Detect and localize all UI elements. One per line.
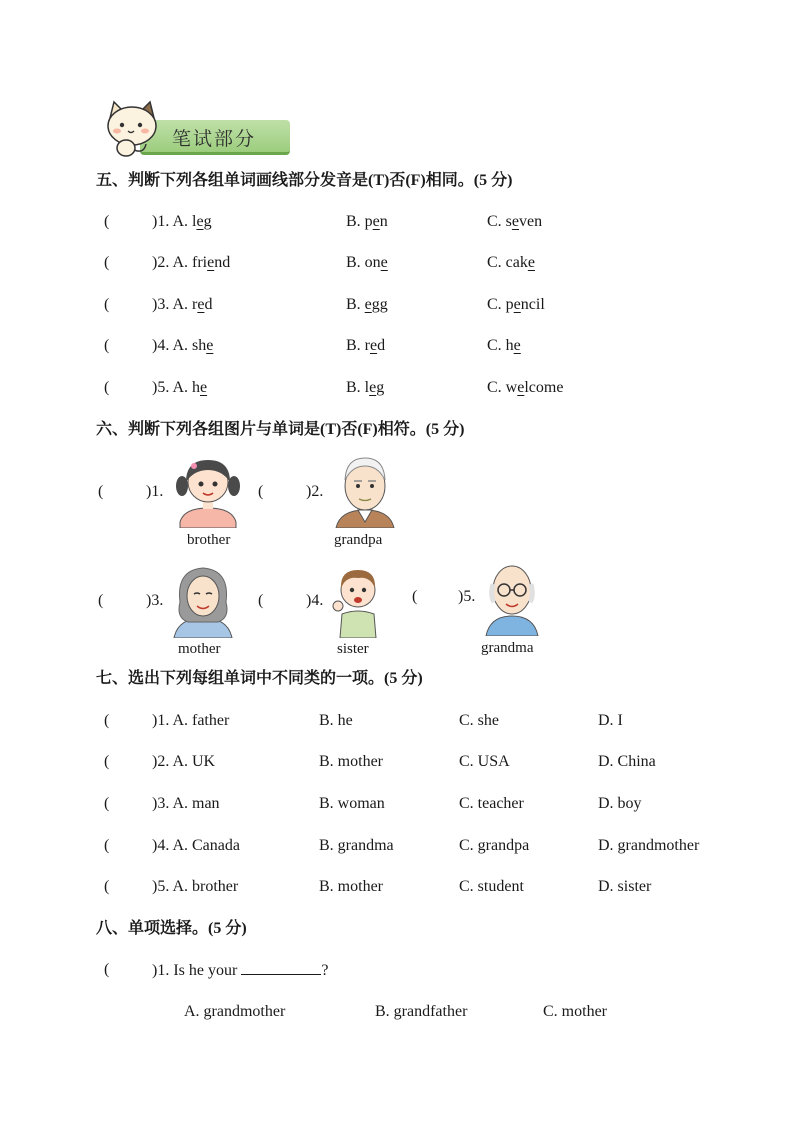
section8-heading: 八、单项选择。(5 分) [96,920,247,937]
option-b: B. egg [346,296,388,313]
answer-paren[interactable]: ( [258,592,264,609]
option-c: C. pencil [487,296,545,313]
item-label: )5. A. he [152,379,208,396]
option-b: B. pen [346,213,388,230]
section-banner [100,98,300,160]
item-number: )5. [458,588,476,605]
picture-caption: brother [187,532,231,548]
answer-paren[interactable]: ( [104,878,110,895]
answer-paren[interactable]: ( [104,337,110,354]
option-b[interactable]: B. grandfather [375,1003,468,1020]
option-d: D. sister [598,878,652,895]
item-number: )4. [306,592,324,609]
option-c: C. cake [487,254,535,271]
answer-paren[interactable]: ( [258,483,264,500]
girl-picture-icon [172,452,244,528]
section5-heading: 五、判断下列各组单词画线部分发音是(T)否(F)相同。(5 分) [96,172,513,189]
answer-paren[interactable]: ( [98,592,104,609]
picture-caption: mother [178,641,221,657]
section7-heading: 七、选出下列每组单词中不同类的一项。(5 分) [96,670,423,687]
answer-paren[interactable]: ( [104,837,110,854]
option-b: B. he [319,712,353,729]
answer-paren[interactable]: ( [104,795,110,812]
answer-paren[interactable]: ( [98,483,104,500]
option-c: C. he [487,337,521,354]
answer-paren[interactable]: ( [412,588,418,605]
option-c: C. teacher [459,795,524,812]
option-b: B. woman [319,795,385,812]
option-d: D. China [598,753,656,770]
picture-caption: grandma [481,640,534,656]
option-b: B. mother [319,753,383,770]
option-b: B. mother [319,878,383,895]
item-label: )3. A. red [152,296,213,313]
option-d: D. grandmother [598,837,700,854]
option-c: C. welcome [487,379,564,396]
option-b: B. leg [346,379,385,396]
option-c[interactable]: C. mother [543,1003,607,1020]
option-c: C. grandpa [459,837,530,854]
option-b: B. grandma [319,837,394,854]
answer-paren[interactable]: ( [104,712,110,729]
old-man-picture-icon [332,452,398,528]
item-label: )2. A. friend [152,254,231,271]
grandpa-glasses-picture-icon [480,556,544,636]
answer-paren[interactable]: ( [104,961,110,978]
answer-paren[interactable]: ( [104,753,110,770]
option-a: )1. A. father [152,712,230,729]
answer-paren[interactable]: ( [104,213,110,230]
option-a: )2. A. UK [152,753,216,770]
option-d: D. I [598,712,623,729]
picture-caption: grandpa [334,532,383,548]
fill-blank[interactable] [241,960,321,975]
cat-mascot-icon [100,98,164,158]
answer-paren[interactable]: ( [104,296,110,313]
boy-picture-icon [330,562,386,638]
question-stem: )1. Is he your ? [152,962,329,979]
option-a: )5. A. brother [152,878,239,895]
item-label: )1. A. leg [152,213,212,230]
item-number: )1. [146,483,164,500]
option-c: C. student [459,878,524,895]
option-b: B. red [346,337,386,354]
option-d: D. boy [598,795,642,812]
option-b: B. one [346,254,388,271]
option-c: C. USA [459,753,510,770]
banner-title: 笔试部分 [172,128,257,150]
option-c: C. she [459,712,499,729]
woman-picture-icon [172,562,234,638]
item-number: )2. [306,483,324,500]
option-a: )3. A. man [152,795,220,812]
answer-paren[interactable]: ( [104,254,110,271]
option-a: )4. A. Canada [152,837,240,854]
item-label: )4. A. she [152,337,214,354]
option-c: C. seven [487,213,543,230]
item-number: )3. [146,592,164,609]
section6-heading: 六、判断下列各组图片与单词是(T)否(F)相符。(5 分) [96,421,465,438]
answer-paren[interactable]: ( [104,379,110,396]
picture-caption: sister [337,641,369,657]
option-a[interactable]: A. grandmother [184,1003,286,1020]
